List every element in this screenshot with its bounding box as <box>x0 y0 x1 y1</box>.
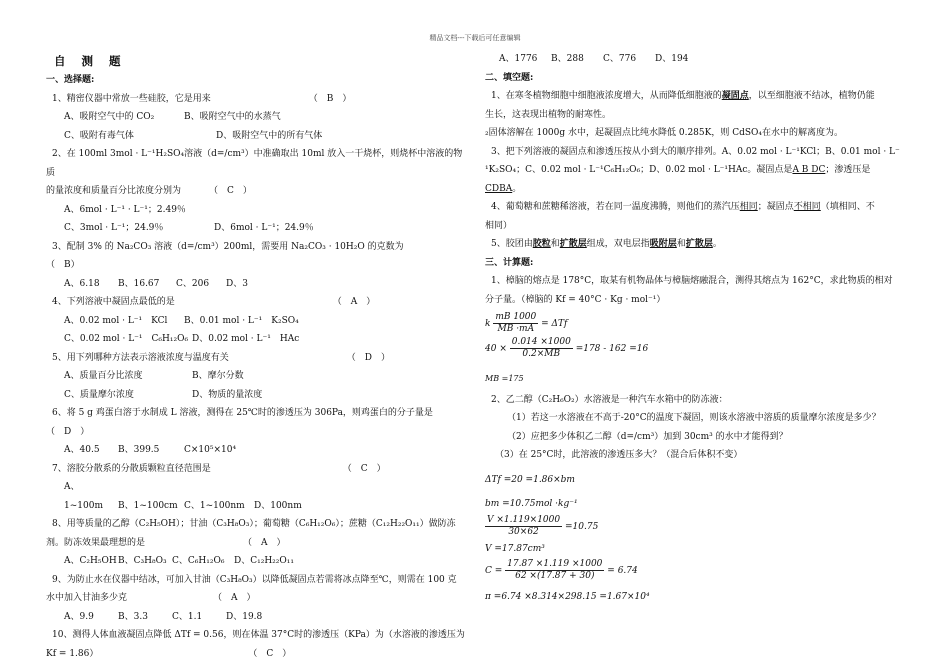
question-8-cont: 剂。防冻效果最理想的是 （ A ） <box>46 537 286 548</box>
left-column <box>46 50 466 663</box>
question-10-cont: Kf = 1.86） （ C ） <box>46 648 292 659</box>
question-3: 3、配制 3% 的 Na₂CO₃ 溶液（d=/cm³）200ml，需要用 Na₂CO₃ · 10H₂O 的克数为 <box>52 241 404 252</box>
fill-2: ₂固体溶解在 1000g 水中，起凝固点比纯水降低 0.285K，则 CdSO₄在水中的解离度为。 <box>485 128 844 138</box>
question-5-options: A、质量百分比浓度 B、摩尔分数 <box>64 371 244 381</box>
question-9: 9、为防止水在仪器中结冰，可加入甘油（C₃H₈O₃）以降低凝固点若需将冰点降至℃，则需在 100 克 <box>52 574 457 585</box>
calc-1-eq2: 40 × $\frac{0.014 \times 1000}{0.2\times MB}$ =178 - 162 =16 <box>485 337 649 359</box>
fill-3: 3、把下列溶液的凝固点和渗透压按从小到大的顺序排列。A、0.02 mol · L⁻¹KCl；B、0.01 mol · L⁻ <box>491 146 900 157</box>
question-7: 7、溶胶分散系的分散质颗粒直径范围是 （ C ） <box>52 463 386 474</box>
calc-2-eq4: V =17.87cm³ <box>485 543 545 554</box>
answer-1: （ B ） <box>308 93 352 104</box>
calc-2: 2、乙二醇（C₂H₆O₂）水溶液是一种汽车水箱中的防冻液： <box>491 394 728 405</box>
section-calc-heading: 三、计算题: <box>485 257 534 268</box>
calc-2-part3: （3）在 25°C时，此溶液的渗透压多大？（混合后体积不变） <box>495 450 743 460</box>
question-5: 5、用下列哪种方法表示溶液浓度与温度有关 （ D ） <box>52 352 390 363</box>
calc-2-eq3: $\frac{V \times 1.119\times 1000}{30\times 62}$ =10.75 <box>487 514 599 537</box>
question-4-options: A、0.02 mol · L⁻¹ KCl B、0.01 mol · L⁻¹ K₂SO₄ <box>64 315 299 326</box>
page-header: 精品文档---下载后可任意编辑 <box>429 34 521 42</box>
calc-2-part2: （2）应把多少体积乙二醇（d=/cm³）加到 30cm³ 的水中才能得到？ <box>507 431 788 442</box>
question-9-options: A、9.9 B、3.3 C、1.1 D、19.8 <box>64 611 263 622</box>
question-1: 1、精密仪器中常放一些硅胶，它是用来 （ B ） <box>46 90 466 109</box>
fill-4: 4、葡萄糖和蔗糖稀溶液，若在同一温度沸腾，则他们的蒸汽压相同；凝固点不相同（填相同、不 <box>491 202 875 212</box>
question-3-options: A、6.18 B、16.67 C、206 D、3 <box>64 278 248 289</box>
question-2-option-a: A、6mol · L⁻¹ · L⁻¹；2.49％ <box>64 204 186 215</box>
calc-1-result: MB =175 <box>485 374 524 383</box>
fill-4-cont: 相同） <box>485 220 513 231</box>
calc-2-part1: （1）若这一水溶液在不高于-20°C的温度下凝固，则该水溶液中溶质的质量摩尔浓度是多少？ <box>507 413 881 423</box>
fill-3-cont: ¹K₂SO₄；C、0.02 mol · L⁻¹C₆H₁₂O₆；D、0.02 mol · L⁻¹HAc。凝固点是A B DC；渗透压是CDBA。 <box>485 165 871 194</box>
question-8: 8、用等质量的乙醇（C₂H₅OH）；甘油（C₃H₈O₃）；葡萄糖（C₆H₁₂O₆）；蔗糖（C₁₂H₂₂O₁₁）做防冻 <box>52 519 456 529</box>
question-1-options: A、吸附空气中的 CO₂ B、吸附空气中的水蒸气 <box>64 112 281 122</box>
calc-2-eq2: bm =10.75mol ·kg⁻¹ <box>485 499 578 509</box>
question-4-options-2: C、0.02 mol · L⁻¹ C₆H₁₂O₆ D、0.02 mol · L⁻¹ HAc <box>64 334 300 344</box>
calc-2-eq1: ΔTf =20 =1.86×bm <box>485 474 575 485</box>
calc-1-eq1: k $\frac{mB 1000}{MB \cdot mA}$ = ΔTf <box>485 312 568 334</box>
section-fill-heading: 二、填空题: <box>485 72 534 83</box>
question-7-options: A、1~100m B、1~100cm C、1~100nm D、100nm <box>64 482 302 511</box>
question-4: 4、下列溶液中凝固点最低的是 （ A ） <box>52 297 376 307</box>
question-9-cont: 水中加入甘油多少克 （ A ） <box>46 593 256 603</box>
page-title: 自 测 题 <box>54 54 127 68</box>
calc-2-eq5: C = $\frac{17.87 \times 1.119 \times 1000}{62 \times(17.87 + 30)}$ = 6.74 <box>485 559 638 581</box>
question-6: 6、将 5 g 鸡蛋白溶于水制成 L 溶液，测得在 25℃时的渗透压为 306Pa，则鸡蛋白的分子量是 <box>52 408 433 418</box>
question-8-options: A、C₂H₅OHB、C₃H₈O₃ C、C₆H₁₂O₆ D、C₁₂H₂₂O₁₁ <box>64 556 294 566</box>
fill-1: 1、在寒冬植物细胞中细胞液浓度增大，从而降低细胞液的凝固点，以至细胞液不结冰，植物仍能 <box>491 91 875 101</box>
question-10-options: A、1776 B、288 C、776 D、194 <box>499 54 689 64</box>
calc-2-eq6: π =6.74 ×8.314×298.15 =1.67×10⁴ <box>485 592 650 602</box>
question-2: 2、在 100ml 3mol · L⁻¹H₂SO₄溶液（d=/cm³）中准确取出 10ml 放入一干烧杯，则烧杯中溶液的物质 <box>46 149 463 178</box>
question-6-options: A、40.5 B、399.5 C×10⁵×10⁴ <box>64 445 237 455</box>
fill-1-cont: 生长，这表现出植物的耐寒性。 <box>485 109 612 120</box>
right-column <box>485 50 905 607</box>
question-10: 10、测得人体血液凝固点降低 ΔTf = 0.56，则在体温 37°C时的渗透压（KPa）为（水溶液的渗透压为 <box>52 630 465 640</box>
calc-1-cont: 分子量。（樟脑的 Kf = 40°C · Kg · mol⁻¹） <box>485 294 666 305</box>
question-2-cont: 的量浓度和质量百分比浓度分别为 （ C ） <box>46 186 252 196</box>
fill-5: 5、胶团由胶粒和扩散层组成，双电层指吸附层和扩散层。 <box>491 239 722 249</box>
section-choice-heading: 一、选择题: <box>46 75 95 85</box>
question-3-answer: （ B） <box>46 260 80 270</box>
calc-1: 1、樟脑的熔点是 178°C，取某有机物晶体与樟脑熔融混合，测得其熔点为 162°C，求此物质的相对 <box>491 276 893 286</box>
question-5-options-2: C、质量摩尔浓度 D、物质的量浓度 <box>64 389 263 400</box>
question-2-options: C、3mol · L⁻¹；24.9％ D、6mol · L⁻¹；24.9％ <box>64 223 314 233</box>
question-1-options-2: C、吸附有毒气体 D、吸附空气中的所有气体 <box>64 130 323 141</box>
question-6-answer: （ D ） <box>46 426 90 437</box>
